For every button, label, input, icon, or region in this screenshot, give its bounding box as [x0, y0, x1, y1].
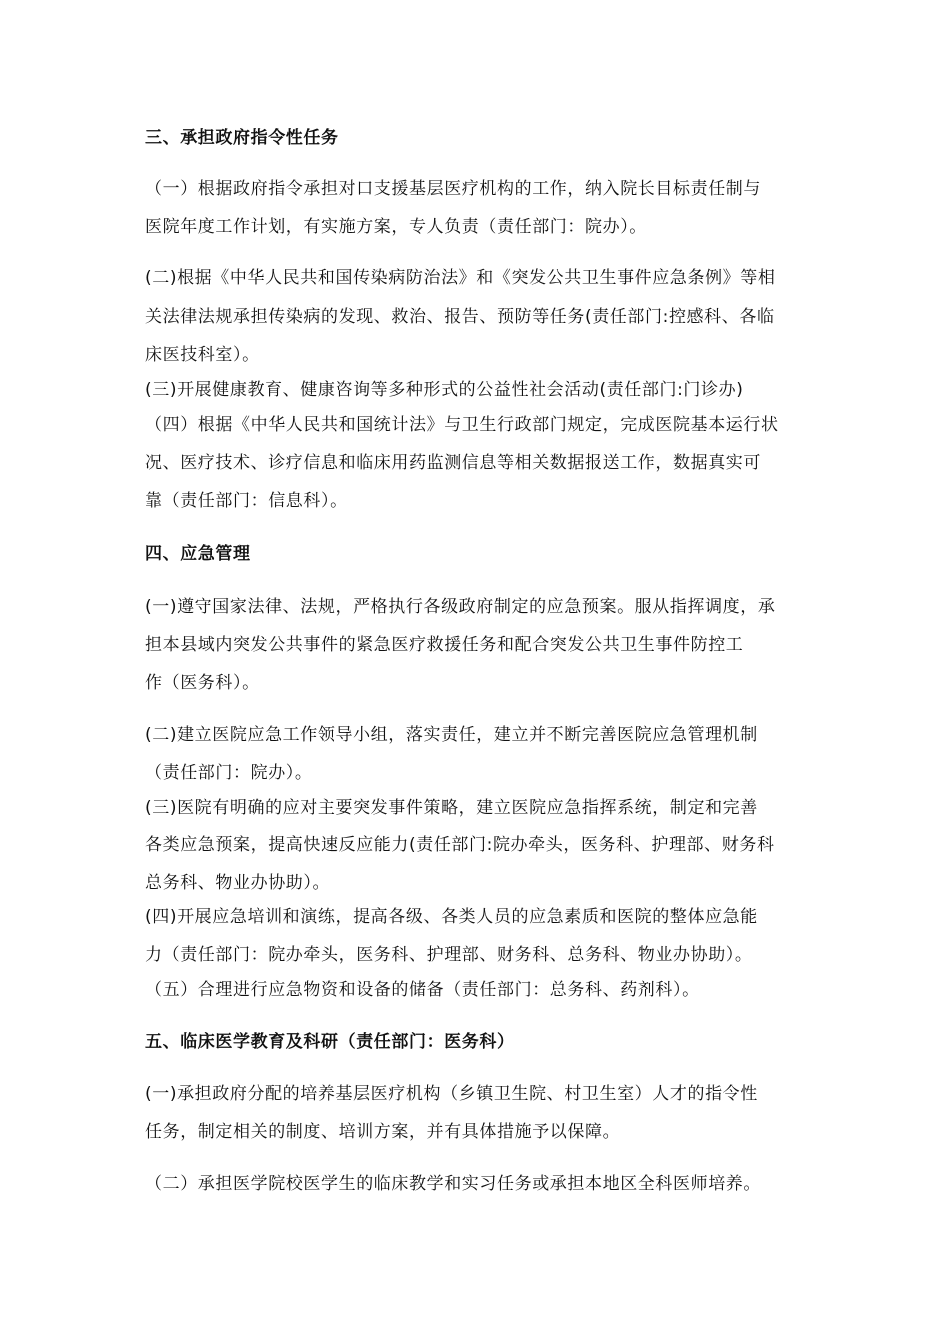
paragraph-line: (二)根据《中华人民共和国传染病防治法》和《突发公共卫生事件应急条例》等相	[145, 268, 776, 288]
paragraph-line: (四)开展应急培训和演练，提高各级、各类人员的应急素质和医院的整体应急能	[145, 907, 758, 927]
paragraph-line: （二）承担医学院校医学生的临床教学和实习任务或承担本地区全科医师培养。	[145, 1174, 761, 1194]
paragraph-line: (一)承担政府分配的培养基层医疗机构（乡镇卫生院、村卫生室）人才的指令性	[145, 1084, 758, 1104]
paragraph-line: 靠（责任部门：信息科）。	[145, 491, 348, 511]
paragraph-line: 任务，制定相关的制度、培训方案，并有具体措施予以保障。	[145, 1122, 621, 1142]
paragraph-line: 床医技科室）。	[145, 345, 260, 365]
paragraph-line: 医院年度工作计划，有实施方案，专人负责（责任部门：院办）。	[145, 217, 647, 237]
paragraph-line: 作（医务科）。	[145, 673, 260, 693]
paragraph-line: （五）合理进行应急物资和设备的储备（责任部门：总务科、药剂科）。	[145, 980, 700, 1000]
paragraph-line: (三)医院有明确的应对主要突发事件策略，建立医院应急指挥系统，制定和完善	[145, 798, 758, 818]
section-heading: 三、承担政府指令性任务	[145, 128, 339, 148]
paragraph-line: （一）根据政府指令承担对口支援基层医疗机构的工作，纳入院长目标责任制与	[145, 179, 761, 199]
paragraph-line: (二)建立医院应急工作领导小组，落实责任，建立并不断完善医院应急管理机制	[145, 725, 758, 745]
paragraph-line: 力（责任部门：院办牵头，医务科、护理部、财务科、总务科、物业办协助）。	[145, 945, 753, 965]
paragraph-line: （责任部门：院办）。	[145, 763, 313, 783]
paragraph-line: (三)开展健康教育、健康咨询等多种形式的公益性社会活动(责任部门:门诊办)	[145, 380, 744, 400]
paragraph-line: 各类应急预案，提高快速反应能力(责任部门:院办牵头，医务科、护理部、财务科	[145, 835, 775, 855]
paragraph-line: 关法律法规承担传染病的发现、救治、报告、预防等任务(责任部门:控感科、各临	[145, 307, 775, 327]
section-heading: 五、临床医学教育及科研（责任部门：医务科）	[145, 1032, 515, 1052]
paragraph-line: 总务科、物业办协助）。	[145, 873, 331, 893]
paragraph-line: （四）根据《中华人民共和国统计法》与卫生行政部门规定，完成医院基本运行状	[145, 415, 779, 435]
section-heading: 四、应急管理	[145, 544, 251, 564]
paragraph-line: 况、医疗技术、诊疗信息和临床用药监测信息等相关数据报送工作，数据真实可	[145, 453, 761, 473]
paragraph-line: 担本县域内突发公共事件的紧急医疗救援任务和配合突发公共卫生事件防控工	[145, 635, 744, 655]
paragraph-line: (一)遵守国家法律、法规，严格执行各级政府制定的应急预案。服从指挥调度，承	[145, 597, 776, 617]
